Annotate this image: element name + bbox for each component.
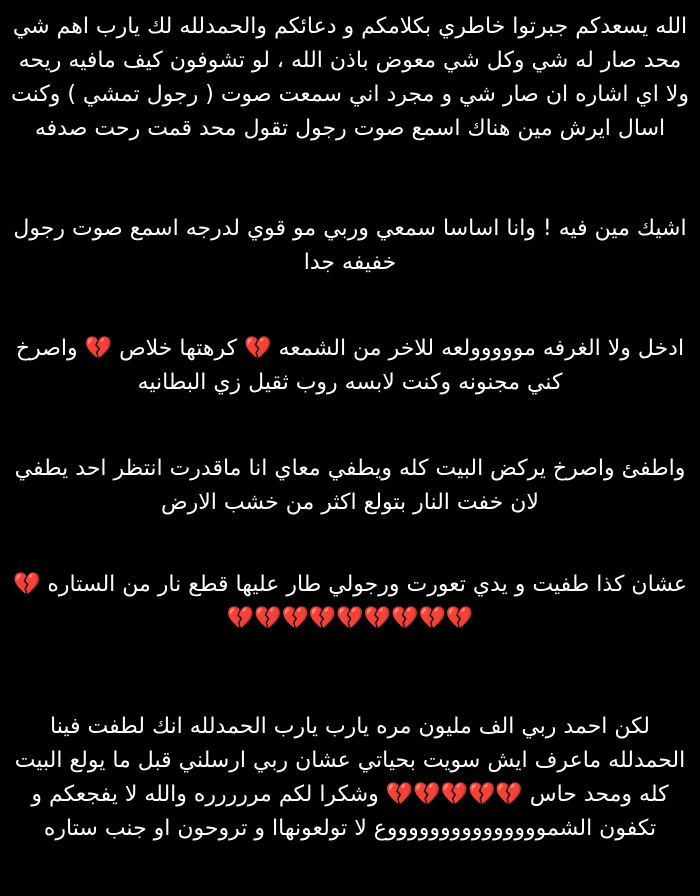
paragraph-4-text: واطفئ واصرخ يركض البيت كله ويطفي معاي انا ماقدرت انتظر احد يطفي لان خفت النار بتولع اكثر من خشب الارض	[14, 456, 686, 515]
paragraph-5-text: عشان كذا طفيت و يدي تعورت ورجولي طار عليها قطع نار من الستاره	[47, 572, 688, 597]
paragraph-1	[10, 10, 690, 146]
broken-hearts-icon-row: 💔💔💔💔💔💔💔💔💔💔	[12, 572, 474, 631]
paragraph-3	[10, 332, 690, 400]
paragraph-2-text: اشيك مين فيه ! وانا اساسا سمعي وربي مو قوي لدرجه اسمع صوت رجول خفيفه جدا	[13, 216, 687, 275]
paragraph-6-text-b: وشكرا لكم مررررره والله لا يفجعكم و تكفون الشموووووووووووووووع لا تولعونهاا و تروحون او جنب ستاره	[31, 782, 657, 841]
broken-heart-icon: 💔	[84, 336, 113, 361]
broken-heart-icon: 💔	[244, 336, 272, 361]
broken-hearts-icon-row: 💔💔💔💔💔	[385, 782, 523, 807]
paragraph-3-text-a: ادخل ولا الغرفه مووووولعه للاخر من الشمعه	[278, 336, 685, 361]
paragraph-2	[10, 212, 690, 280]
paragraph-3-text-c: واصرخ كني مجنونه وكنت لابسه روب ثقيل زي البطانيه	[15, 336, 563, 395]
paragraph-1-text: الله يسعدكم جبرتوا خاطري بكلامكم و دعائكم والحمدلله لك يارب اهم شي محد صار له شي وكل شي معوض باذن الله ، لو تشوفون كيف مافيه ريحه ولا اي اشاره ان صار شي و مجرد اني سمعت صوت ( رجول تمشي ) وكنت اسال ايرش مين هناك اسمع صوت رجول تقول محد قمت رحت صدفه	[11, 14, 689, 141]
paragraph-6-text-a: لكن احمد ربي الف مليون مره يارب يارب الحمدلله انك لطفت فينا الحمدلله ماعرف ايش سويت بحياتي عشان ربي ارسلني قبل ما يولع البيت كله ومحد حاس	[14, 714, 686, 807]
paragraph-6	[10, 710, 690, 846]
paragraph-5	[10, 568, 690, 636]
paragraph-3-text-b: كرهتها خلاص	[119, 336, 238, 361]
story-text-overlay	[10, 10, 690, 846]
paragraph-4	[10, 452, 690, 520]
